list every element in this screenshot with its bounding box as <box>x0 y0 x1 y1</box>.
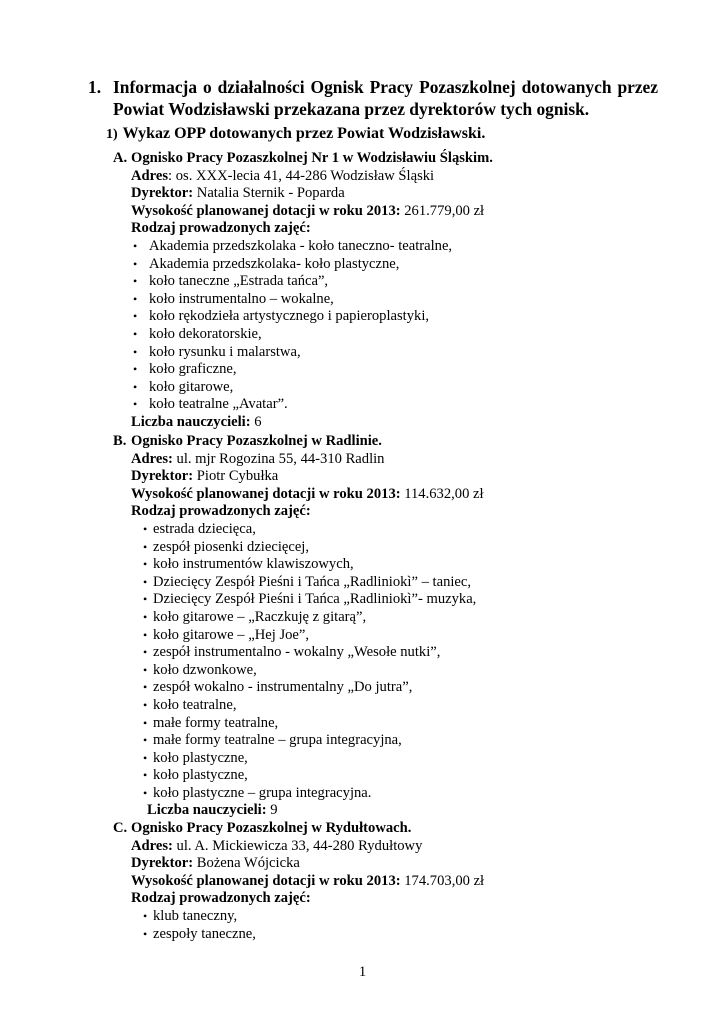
list-item: • koło instrumentalno – wokalne, <box>131 291 493 309</box>
activities-label <box>131 890 484 908</box>
address-line <box>131 838 484 856</box>
subheading-number: 1) <box>106 127 118 142</box>
list-item: • klub taneczny, <box>143 908 484 926</box>
section-letter: A. <box>113 150 128 166</box>
funding-line <box>131 486 484 504</box>
director-line <box>131 185 493 203</box>
activities-label <box>131 220 493 238</box>
director-value: Natalia Sternik - Poparda <box>193 185 345 202</box>
page-number: 1 <box>358 964 367 980</box>
main-heading <box>88 76 658 120</box>
list-item: • Dziecięcy Zespół Pieśni i Tańca „Radliniokì” – taniec, <box>143 574 484 592</box>
section-a <box>113 150 493 432</box>
activities-label-text: Rodzaj prowadzonych zajęć: <box>131 220 311 237</box>
director-label: Dyrektor: <box>131 855 194 872</box>
activities-label-text: Rodzaj prowadzonych zajęć: <box>131 503 311 520</box>
list-item: • koło teatralne „Avatar”. <box>131 396 493 414</box>
list-item: • koło gitarowe – „Hej Joe”, <box>143 627 484 645</box>
funding-line <box>131 873 484 891</box>
section-title <box>113 150 493 168</box>
activities-label-text: Rodzaj prowadzonych zajęć: <box>131 890 311 907</box>
address-line <box>131 168 493 186</box>
activities-list <box>131 238 493 414</box>
section-title <box>113 433 484 451</box>
section-title <box>113 820 484 838</box>
director-line <box>131 468 484 486</box>
funding-label: Wysokość planowanej dotacji w roku 2013: <box>131 872 401 889</box>
teachers-value: 6 <box>250 413 262 430</box>
teachers-label: Liczba nauczycieli: <box>147 802 267 819</box>
list-item: • koło dekoratorskie, <box>131 326 493 344</box>
section-c <box>113 820 484 943</box>
list-item: • małe formy teatralne, <box>143 715 484 733</box>
teachers-label: Liczba nauczycieli: <box>131 413 251 430</box>
list-item: • koło taneczne „Estrada tańca”, <box>131 273 493 291</box>
director-label: Dyrektor: <box>131 468 194 485</box>
activities-list <box>143 521 484 803</box>
list-item: • zespół instrumentalno - wokalny „Wesołe nutki”, <box>143 644 484 662</box>
list-item: • koło graficzne, <box>131 361 493 379</box>
main-heading-text: Informacja o działalności Ognisk Pracy Pozaszkolnej dotowanych przez Powiat Wodzisławski przekazana przez dyrektorów tych ognisk. <box>113 77 658 119</box>
list-item: • koło instrumentów klawiszowych, <box>143 556 484 574</box>
list-item: • koło gitarowe, <box>131 379 493 397</box>
list-item: • Akademia przedszkolaka- koło plastyczne, <box>131 256 493 274</box>
funding-value: 174.703,00 zł <box>400 872 485 889</box>
address-value: ul. mjr Rogozina 55, 44-310 Radlin <box>172 450 385 467</box>
funding-line <box>131 203 493 221</box>
director-label: Dyrektor: <box>131 185 194 202</box>
list-item: • Akademia przedszkolaka - koło taneczno- teatralne, <box>131 238 493 256</box>
activities-list <box>143 908 484 943</box>
list-item: • koło teatralne, <box>143 697 484 715</box>
list-item: • koło dzwonkowe, <box>143 662 484 680</box>
teachers-line <box>147 802 484 820</box>
director-value: Piotr Cybułka <box>193 468 279 485</box>
list-item: • koło plastyczne, <box>143 767 484 785</box>
funding-value: 261.779,00 zł <box>400 202 485 219</box>
subheading-text: Wykaz OPP dotowanych przez Powiat Wodzisławski. <box>122 125 486 142</box>
address-label: Adres: <box>131 837 173 854</box>
list-item: • zespół piosenki dziecięcej, <box>143 539 484 557</box>
section-letter: C. <box>113 820 128 836</box>
address-label: Adres: <box>131 450 173 467</box>
funding-label: Wysokość planowanej dotacji w roku 2013: <box>131 202 401 219</box>
list-item: • zespół wokalno - instrumentalny „Do jutra”, <box>143 679 484 697</box>
teachers-value: 9 <box>266 802 278 819</box>
funding-label: Wysokość planowanej dotacji w roku 2013: <box>131 485 401 502</box>
main-heading-number: 1. <box>88 77 102 97</box>
section-b <box>113 433 484 820</box>
section-letter: B. <box>113 433 127 449</box>
section-title-text: Ognisko Pracy Pozaszkolnej Nr 1 w Wodzisławiu Śląskim. <box>131 150 493 166</box>
address-line <box>131 451 484 469</box>
address-value: ul. A. Mickiewicza 33, 44-280 Rydułtowy <box>172 837 423 854</box>
address-label: Adres <box>131 167 169 184</box>
list-item: • koło rękodzieła artystycznego i papieroplastyki, <box>131 308 493 326</box>
list-item: • koło gitarowe – „Raczkuję z gitarą”, <box>143 609 484 627</box>
funding-value: 114.632,00 zł <box>400 485 484 502</box>
address-value: : os. XXX-lecia 41, 44-286 Wodzisław Śląski <box>168 167 435 184</box>
activities-label <box>131 503 484 521</box>
list-item: • Dziecięcy Zespół Pieśni i Tańca „Radliniokì”- muzyka, <box>143 591 484 609</box>
director-line <box>131 855 484 873</box>
director-value: Bożena Wójcicka <box>193 855 300 872</box>
list-item: • zespoły taneczne, <box>143 926 484 944</box>
teachers-line <box>131 414 493 432</box>
subheading <box>106 124 485 145</box>
section-title-text: Ognisko Pracy Pozaszkolnej w Rydułtowach. <box>131 820 412 836</box>
section-title-text: Ognisko Pracy Pozaszkolnej w Radlinie. <box>131 433 382 449</box>
list-item: • koło plastyczne, <box>143 750 484 768</box>
list-item: • małe formy teatralne – grupa integracyjna, <box>143 732 484 750</box>
list-item: • koło rysunku i malarstwa, <box>131 344 493 362</box>
list-item: • estrada dziecięca, <box>143 521 484 539</box>
list-item: • koło plastyczne – grupa integracyjna. <box>143 785 484 803</box>
